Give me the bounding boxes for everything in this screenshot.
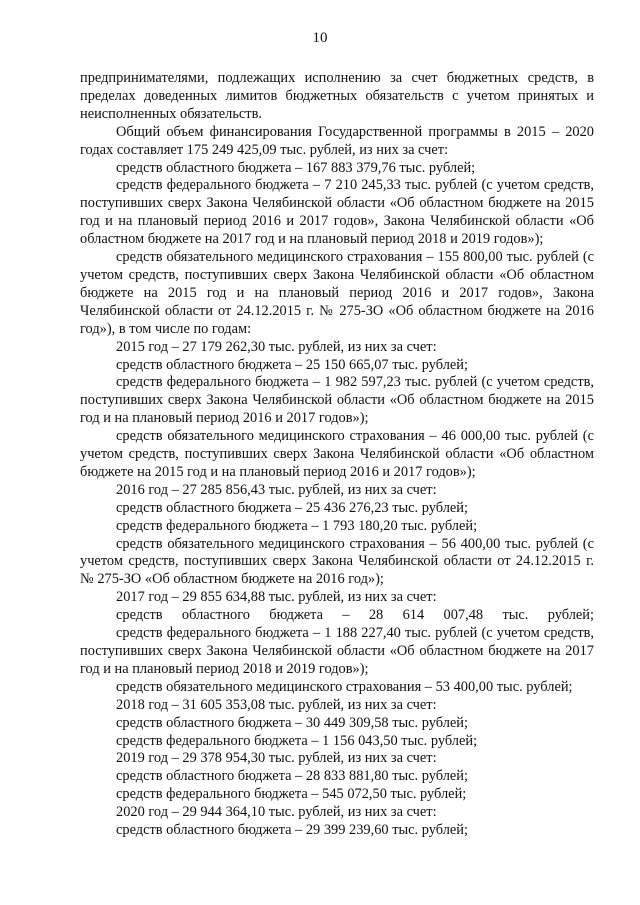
paragraph: 2019 год – 29 378 954,30 тыс. рублей, из них за счет: — [116, 750, 437, 767]
paragraph: средств обязательного медицинского страхования – 56 400,00 тыс. рублей (с учетом средств, поступивших сверх Закона Челябинской области от 24.12.2015 г. № 275-ЗО «Об областном бюджете на 2016 год»); — [80, 535, 594, 588]
paragraph: предпринимателями, подлежащих исполнению за счет бюджетных средств, в пределах доведенных лимитов бюджетных обязательств с учетом принятых и неисполненных обязательств. — [80, 70, 594, 122]
paragraph: средств федерального бюджета – 7 210 245,33 тыс. рублей (с учетом средств, поступивших сверх Закона Челябинской области «Об областном бюджете на 2015 год и на плановый период 2016 и 2017 годов», Закона Челябинской области «Об областном бюджете на 2017 год и на плановый период 2018 и 2019 годов»); — [80, 177, 594, 248]
paragraph: средств федерального бюджета – 1 982 597,23 тыс. рублей (с учетом средств, поступивших сверх Закона Челябинской области «Об областном бюджете на 2015 год и на плановый период 2016 и 2017 годов»); — [80, 374, 594, 427]
paragraph: 2020 год – 29 944 364,10 тыс. рублей, из них за счет: — [116, 804, 437, 821]
paragraph: средств областного бюджета – 28 833 881,80 тыс. рублей; — [116, 768, 468, 785]
paragraph: 2016 год – 27 285 856,43 тыс. рублей, из них за счет: — [116, 481, 437, 498]
paragraph: средств областного бюджета – 25 436 276,23 тыс. рублей; — [116, 499, 468, 516]
paragraph: 2017 год – 29 855 634,88 тыс. рублей, из них за счет: — [116, 589, 437, 606]
paragraph: средств федерального бюджета – 1 793 180,20 тыс. рублей; — [116, 517, 478, 534]
paragraph: средств областного бюджета – 29 399 239,60 тыс. рублей; — [116, 822, 468, 839]
page-number: 10 — [312, 30, 328, 46]
paragraph: средств обязательного медицинского страхования – 46 000,00 тыс. рублей (с учетом средств, поступивших сверх Закона Челябинской области «Об областном бюджете на 2015 год и на плановый период 2016 и 2017 годов»); — [80, 428, 594, 480]
paragraph: средств областного бюджета – 167 883 379,76 тыс. рублей; — [116, 159, 476, 176]
paragraph: Общий объем финансирования Государственной программы в 2015 – 2020 годах составляет 175 249 425,09 тыс. рублей, из них за счет: — [80, 123, 594, 158]
paragraph: средств федерального бюджета – 545 072,50 тыс. рублей; — [116, 786, 467, 803]
paragraph: средств областного бюджета – 30 449 309,58 тыс. рублей; — [116, 714, 468, 731]
paragraph: средств федерального бюджета – 1 188 227,40 тыс. рублей (с учетом средств, поступивших сверх Закона Челябинской области «Об областном бюджете на 2017 год и на плановый период 2018 и 2019 годов»); — [80, 625, 594, 677]
document-body — [80, 70, 594, 840]
paragraph: 2015 год – 27 179 262,30 тыс. рублей, из них за счет: — [116, 338, 437, 355]
paragraph: средств обязательного медицинского страхования – 155 800,00 тыс. рублей (с учетом средств, поступивших сверх Закона Челябинской области «Об областном бюджете на 2015 год и на плановый период 2016 и 2017 годов», Закона Челябинской области от 24.12.2015 г. № 275-ЗО «Об областном бюджете на 2016 год»), в том числе по годам: — [80, 249, 594, 337]
paragraph: средств областного бюджета – 28 614 007,48 тыс. рублей; — [116, 607, 594, 624]
paragraph: средств обязательного медицинского страхования – 53 400,00 тыс. рублей; — [116, 678, 573, 695]
paragraph: средств областного бюджета – 25 150 665,07 тыс. рублей; — [116, 356, 468, 373]
paragraph: 2018 год – 31 605 353,08 тыс. рублей, из них за счет: — [116, 696, 437, 713]
paragraph: средств федерального бюджета – 1 156 043,50 тыс. рублей; — [116, 732, 478, 749]
